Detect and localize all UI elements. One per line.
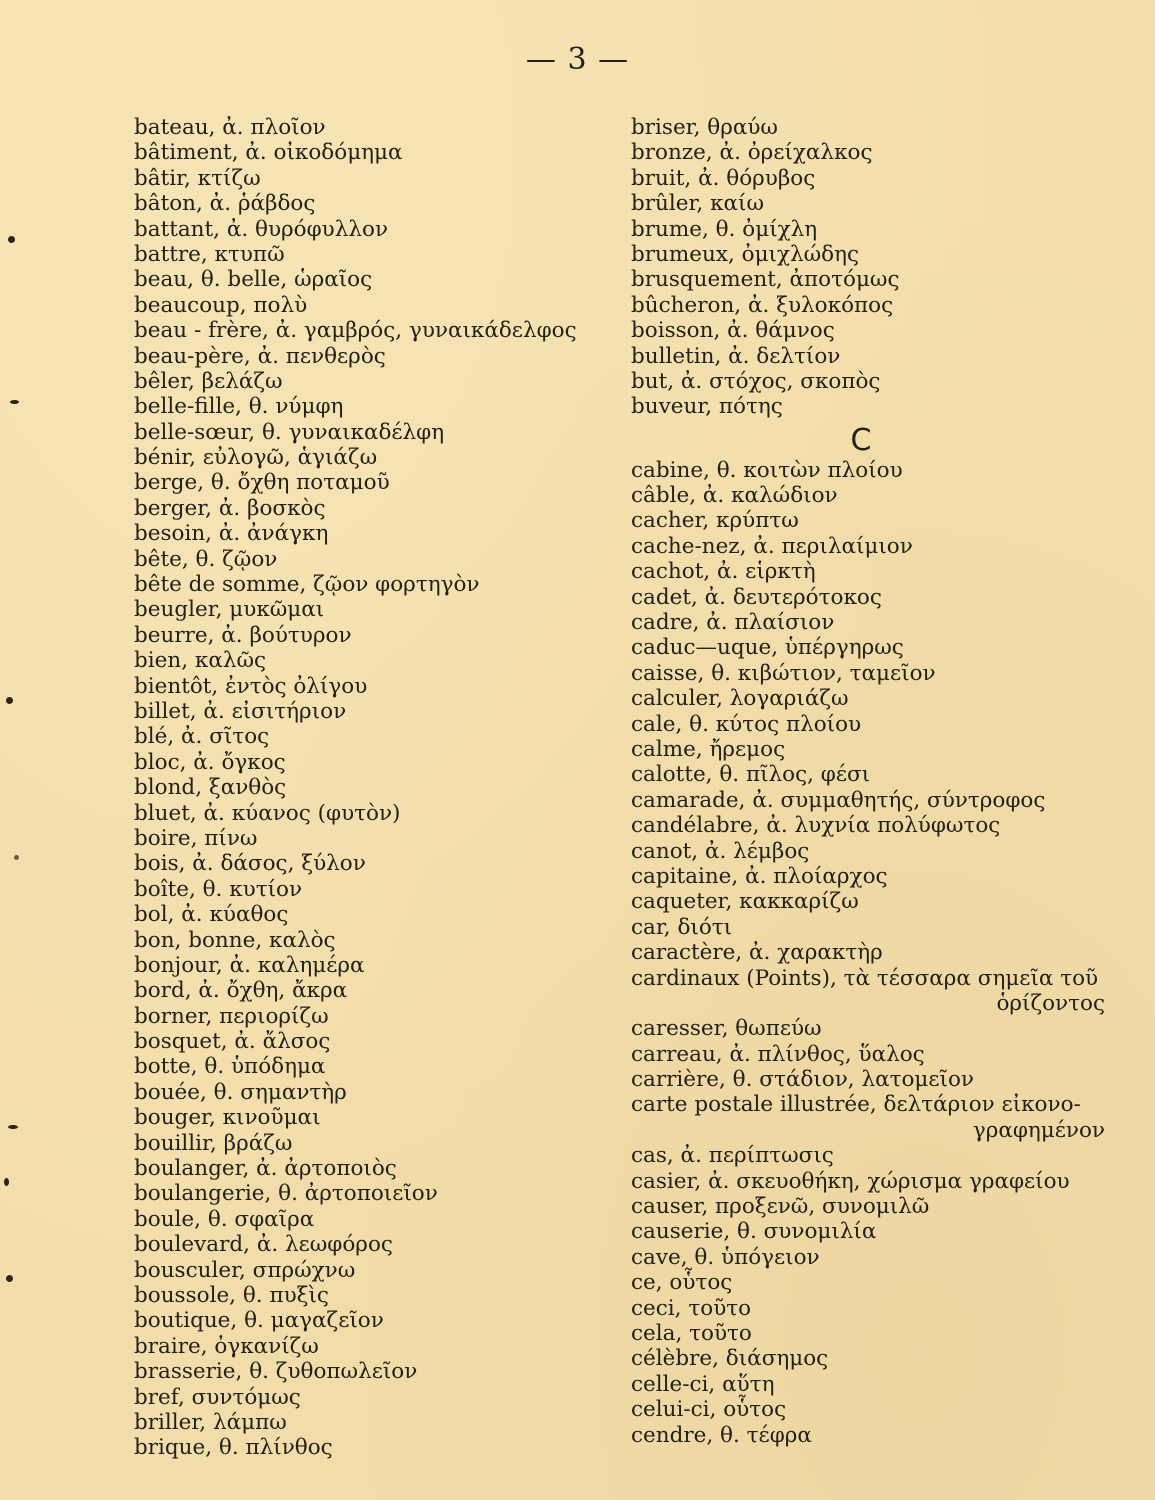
dictionary-entry: carreau, ἀ. πλίνθος, ὕαλος	[631, 1041, 925, 1067]
dictionary-entry-continuation: γραφημένον	[972, 1117, 1105, 1143]
margin-speck	[6, 1275, 13, 1282]
right-column	[631, 115, 1131, 1448]
margin-speck	[8, 236, 15, 243]
dictionary-entry-carte-postale: carte postale illustrée, δελτάριον εἰκονο-	[631, 1092, 1081, 1118]
dictionary-entry: boussole, θ. πυξὶς	[134, 1282, 329, 1308]
dictionary-entry: beau, θ. belle, ὡραῖος	[134, 267, 373, 293]
dictionary-entry: brasserie, θ. ζυθοπωλεῖον	[134, 1359, 418, 1385]
dictionary-entry: canot, ἀ. λέμβος	[631, 838, 810, 864]
dictionary-entry: boulevard, ἀ. λεωφόρος	[134, 1232, 393, 1258]
dictionary-entry: calme, ἤρεμος	[631, 736, 786, 762]
dictionary-entry: casier, ἀ. σκευοθήκη, χώρισμα γραφείου	[631, 1168, 1070, 1194]
dictionary-entry: berge, θ. ὄχθη ποταμοῦ	[134, 470, 390, 496]
dictionary-entry: bref, συντόμως	[134, 1384, 301, 1410]
dictionary-entry: cadet, ἀ. δευτερότοκος	[631, 584, 882, 610]
dictionary-entry: câble, ἀ. καλώδιον	[631, 483, 838, 509]
dictionary-entry: bois, ἀ. δάσος, ξύλον	[134, 851, 366, 877]
margin-speck	[14, 855, 19, 860]
left-column	[134, 115, 614, 1461]
dictionary-entry: boisson, ἀ. θάμνος	[631, 318, 835, 344]
dictionary-entry: car, διότι	[631, 914, 733, 940]
dictionary-entry: bord, ἀ. ὄχθη, ἄκρα	[134, 978, 348, 1004]
dictionary-entry: carrière, θ. στάδιον, λατομεῖον	[631, 1067, 974, 1093]
dictionary-entry: belle-fille, θ. νύμφη	[134, 394, 344, 420]
dictionary-entry: cendre, θ. τέφρα	[631, 1422, 812, 1448]
dictionary-entry: bon, bonne, καλὸς	[134, 927, 336, 953]
dictionary-entry: briller, λάμπω	[134, 1409, 287, 1435]
dictionary-entry: caisse, θ. κιβώτιον, ταμεῖον	[631, 660, 936, 686]
dictionary-entry: bluet, ἀ. κύανος (φυτὸν)	[134, 800, 401, 826]
dictionary-entry: belle-sœur, θ. γυναικαδέλφη	[134, 419, 445, 445]
dictionary-entry: beau - frère, ἀ. γαμβρός, γυναικάδελφος	[134, 318, 577, 344]
dictionary-entry: bientôt, ἐντὸς ὀλίγου	[134, 673, 368, 699]
dictionary-entry: buveur, πότης	[631, 394, 783, 420]
dictionary-entry: cela, τοῦτο	[631, 1320, 752, 1346]
dictionary-entry: brûler, καίω	[631, 191, 764, 217]
dictionary-entry: bêler, βελάζω	[134, 368, 283, 394]
dictionary-entry: cadre, ἀ. πλαίσιον	[631, 610, 835, 636]
dictionary-entry: blé, ἀ. σῖτος	[134, 724, 270, 750]
dictionary-entry: camarade, ἀ. συμμαθητής, σύντροφος	[631, 787, 1046, 813]
dictionary-entry: beugler, μυκῶμαι	[134, 597, 325, 623]
dictionary-entry: celui-ci, οὗτος	[631, 1397, 787, 1423]
dictionary-entry: cale, θ. κύτος πλοίου	[631, 711, 862, 737]
dictionary-entry: celle-ci, αὕτη	[631, 1371, 775, 1397]
dictionary-entry: calotte, θ. πῖλος, φέσι	[631, 762, 871, 788]
dictionary-entry: billet, ἀ. εἰσιτήριον	[134, 698, 347, 724]
dictionary-entry: boule, θ. σφαῖρα	[134, 1206, 315, 1232]
dictionary-entry: bloc, ἀ. ὄγκος	[134, 749, 286, 775]
dictionary-entry: beaucoup, πολὺ	[134, 292, 308, 318]
dictionary-entry: bâton, ἀ. ῥάβδος	[134, 191, 316, 217]
dictionary-entry: bouée, θ. σημαντὴρ	[134, 1079, 347, 1105]
dictionary-entry: beurre, ἀ. βούτυρον	[134, 622, 352, 648]
dictionary-entry: botte, θ. ὑπόδημα	[134, 1054, 326, 1080]
dictionary-entry: calculer, λογαριάζω	[631, 686, 849, 712]
dictionary-entry: candélabre, ἀ. λυχνία πολύφωτος	[631, 813, 1001, 839]
dictionary-entry: bosquet, ἀ. ἄλσος	[134, 1029, 331, 1055]
dictionary-entry: brusquement, ἀποτόμως	[631, 267, 900, 293]
dictionary-entry: cabine, θ. κοιτὼν πλοίου	[631, 457, 903, 483]
dictionary-entry-cardinaux: cardinaux (Points), τὰ τέσσαρα σημεῖα τοῦ	[631, 965, 1099, 991]
page-number: — 3 —	[525, 42, 630, 77]
dictionary-entry: boîte, θ. κυτίον	[134, 876, 303, 902]
dictionary-entry: caresser, θωπεύω	[631, 1016, 822, 1042]
dictionary-entry: braire, ὀγκανίζω	[134, 1333, 319, 1359]
section-letter-heading: C	[850, 422, 872, 458]
dictionary-entry: battre, κτυπῶ	[134, 241, 285, 267]
dictionary-entry: caractère, ἀ. χαρακτὴρ	[631, 940, 883, 966]
dictionary-entry: boutique, θ. μαγαζεῖον	[134, 1308, 384, 1334]
dictionary-entry: boulanger, ἀ. ἀρτοποιὸς	[134, 1156, 397, 1182]
margin-speck	[4, 1178, 9, 1186]
dictionary-entry: cave, θ. ὑπόγειον	[631, 1244, 820, 1270]
dictionary-entry: borner, περιορίζω	[134, 1003, 329, 1029]
dictionary-entry: bénir, εὐλογῶ, ἁγιάζω	[134, 445, 378, 471]
dictionary-entry: bateau, ἀ. πλοῖον	[134, 115, 326, 140]
dictionary-entry: bruit, ἀ. θόρυβος	[631, 165, 816, 191]
margin-speck	[10, 400, 19, 404]
dictionary-entry: bûcheron, ἀ. ξυλοκόπος	[631, 292, 894, 318]
dictionary-entry: bol, ἀ. κύαθος	[134, 902, 289, 928]
dictionary-entry: beau-père, ἀ. πενθερὸς	[134, 343, 386, 369]
dictionary-entry: célèbre, διάσημος	[631, 1346, 829, 1372]
margin-speck	[6, 697, 13, 704]
dictionary-entry: brumeux, ὀμιχλώδης	[631, 241, 860, 267]
dictionary-entry: causerie, θ. συνομιλία	[631, 1219, 877, 1245]
margin-speck	[8, 1125, 18, 1129]
dictionary-entry: bâtiment, ἀ. οἰκοδόμημα	[134, 140, 403, 166]
dictionary-entry: capitaine, ἀ. πλοίαρχος	[631, 863, 888, 889]
dictionary-entry: cachot, ἀ. εἱρκτὴ	[631, 559, 816, 585]
dictionary-entry: caqueter, κακκαρίζω	[631, 889, 859, 915]
dictionary-entry: bulletin, ἀ. δελτίον	[631, 343, 841, 369]
dictionary-entry: bousculer, σπρώχνω	[134, 1257, 356, 1283]
dictionary-entry: briser, θραύω	[631, 115, 778, 140]
dictionary-entry: bien, καλῶς	[134, 648, 267, 674]
dictionary-entry: causer, προξενῶ, συνομιλῶ	[631, 1194, 930, 1220]
dictionary-entry-continuation: ὁρίζοντος	[996, 990, 1105, 1016]
dictionary-entry: brume, θ. ὀμίχλη	[631, 216, 818, 242]
dictionary-entry: berger, ἀ. βοσκὸς	[134, 495, 326, 521]
dictionary-entry: battant, ἀ. θυρόφυλλον	[134, 216, 389, 242]
dictionary-entry: bronze, ἀ. ὀρείχαλκος	[631, 140, 873, 166]
dictionary-entry: bâtir, κτίζω	[134, 165, 261, 191]
dictionary-entry: ceci, τοῦτο	[631, 1295, 752, 1321]
dictionary-entry: but, ἀ. στόχος, σκοπὸς	[631, 368, 881, 394]
dictionary-entry: boire, πίνω	[134, 825, 258, 851]
dictionary-entry: cas, ἀ. περίπτωσις	[631, 1143, 834, 1169]
dictionary-entry: bête, θ. ζῷον	[134, 546, 278, 572]
dictionary-entry: bouger, κινοῦμαι	[134, 1105, 321, 1131]
dictionary-entry: brique, θ. πλίνθος	[134, 1435, 333, 1461]
dictionary-entry: bête de somme, ζῷον φορτηγὸν	[134, 572, 480, 598]
dictionary-entry: caduc—uque, ὑπέργηρως	[631, 635, 904, 661]
dictionary-entry: cache-nez, ἀ. περιλαίμιον	[631, 533, 913, 559]
dictionary-entry: boulangerie, θ. ἀρτοποιεῖον	[134, 1181, 438, 1207]
dictionary-entry: cacher, κρύπτω	[631, 508, 799, 534]
dictionary-entry: blond, ξανθὸς	[134, 775, 287, 801]
dictionary-entry: besoin, ἀ. ἀνάγκη	[134, 521, 329, 547]
dictionary-entry: bonjour, ἀ. καλημέρα	[134, 952, 365, 978]
dictionary-entry: ce, οὗτος	[631, 1270, 733, 1296]
dictionary-entry: bouillir, βράζω	[134, 1130, 293, 1156]
